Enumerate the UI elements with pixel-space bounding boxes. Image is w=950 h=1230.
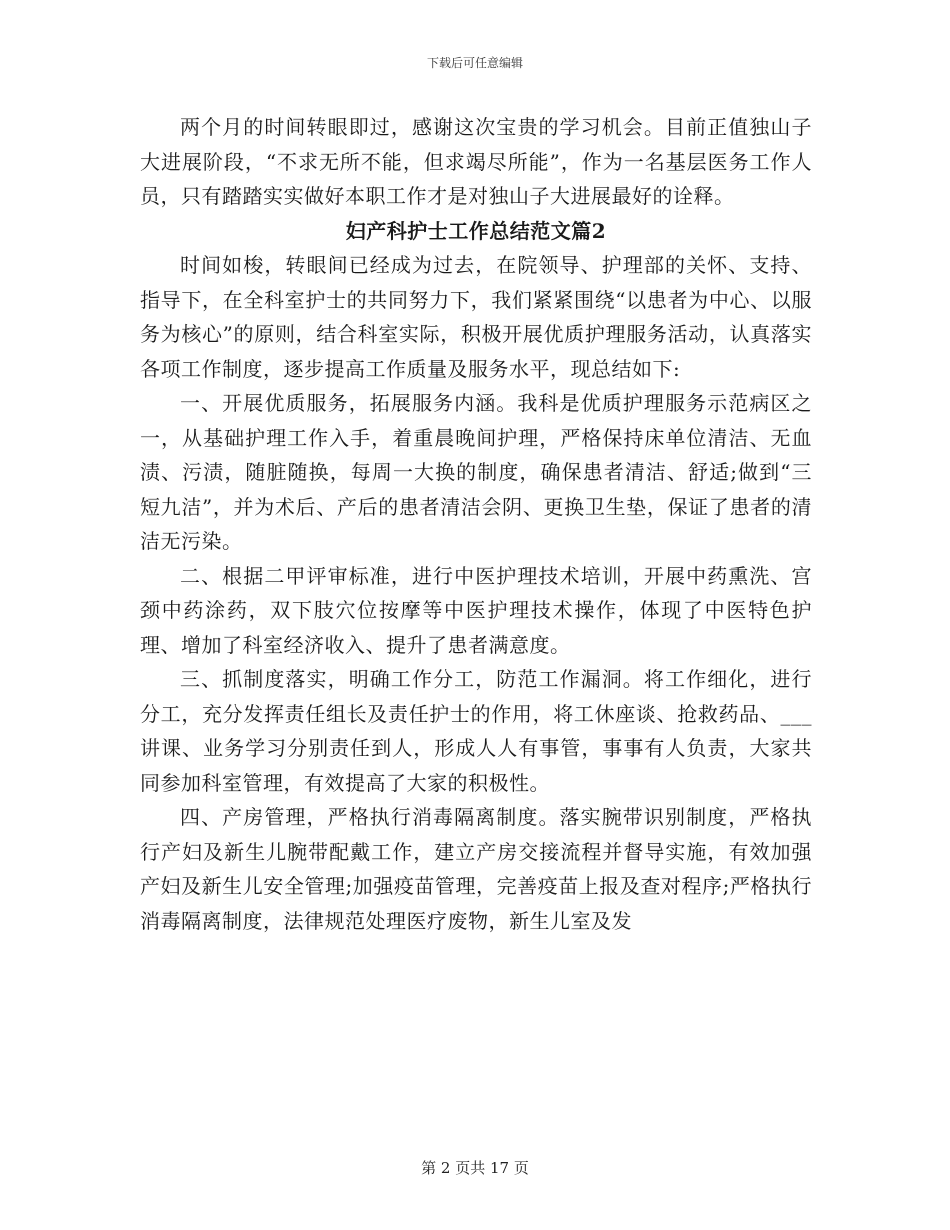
body-paragraph: 四、产房管理，严格执行消毒隔离制度。落实腕带识别制度，严格执行产妇及新生儿腕带配戴工作，建立产房交接流程并督导实施，有效加强产妇及新生儿安全管理;加强疫苗管理，完善疫苗上报及查对程序;严格执行消毒隔离制度，法律规范处理医疗废物，新生儿室及发 [140, 805, 812, 933]
section-title: 妇产科护士工作总结范文篇2 [345, 218, 607, 243]
page-footer: 第 2 页共 17 页 [421, 1159, 529, 1177]
body-paragraph: 二、根据二甲评审标准，进行中医护理技术培训，开展中药熏洗、宫颈中药涂药，双下肢穴位按摩等中医护理技术操作，体现了中医特色护理、增加了科室经济收入、提升了患者满意度。 [140, 563, 812, 657]
body-paragraph: 一、开展优质服务，拓展服务内涵。我科是优质护理服务示范病区之一，从基础护理工作入手，着重晨晚间护理，严格保持床单位清洁、无血渍、污渍，随脏随换，每周一大换的制度，确保患者清洁、舒适;做到“三短九洁”，并为术后、产后的患者清洁会阴、更换卫生垫，保证了患者的清洁无污染。 [140, 391, 812, 553]
body-paragraph: 时间如梭，转眼间已经成为过去，在院领导、护理部的关怀、支持、指导下，在全科室护士的共同努力下，我们紧紧围绕“以患者为中心、以服务为核心”的原则，结合科室实际，积极开展优质护理服务活动，认真落实各项工作制度，逐步提高工作质量及服务水平，现总结如下: [140, 253, 812, 381]
page-header: 下载后可任意编辑 [426, 56, 523, 70]
intro-paragraph: 两个月的时间转眼即过，感谢这次宝贵的学习机会。目前正值独山子大进展阶段，“不求无所不能，但求竭尽所能”，作为一名基层医务工作人员，只有踏踏实实做好本职工作才是对独山子大进展最好的诠释。 [140, 115, 812, 208]
body-paragraph: 三、抓制度落实，明确工作分工，防范工作漏洞。将工作细化，进行分工，充分发挥责任组长及责任护士的作用，将工休座谈、抢救药品、___讲课、业务学习分别责任到人，形成人人有事管，事事有人负责，大家共同参加科室管理，有效提高了大家的积极性。 [140, 667, 812, 795]
document-body [140, 110, 812, 938]
